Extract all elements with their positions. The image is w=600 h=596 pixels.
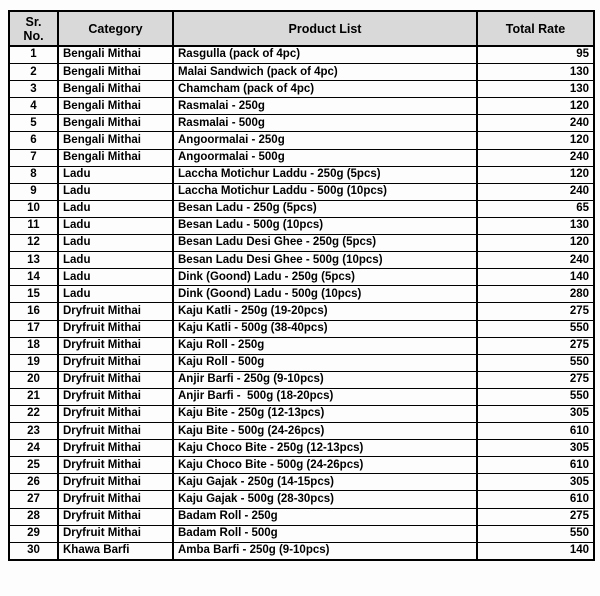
table-row	[9, 286, 594, 303]
cell-sr-no: 11	[9, 217, 58, 234]
cell-product: Kaju Roll - 500g	[173, 354, 477, 371]
cell-sr-no: 1	[9, 46, 58, 64]
cell-product: Angoormalai - 250g	[173, 132, 477, 149]
cell-category: Ladu	[58, 235, 173, 252]
cell-category: Bengali Mithai	[58, 149, 173, 166]
cell-product: Kaju Bite - 250g (12-13pcs)	[173, 405, 477, 422]
table-body	[9, 46, 594, 560]
cell-sr-no: 19	[9, 354, 58, 371]
cell-category: Bengali Mithai	[58, 64, 173, 81]
cell-sr-no: 10	[9, 200, 58, 217]
cell-product: Badam Roll - 250g	[173, 508, 477, 525]
cell-category: Bengali Mithai	[58, 98, 173, 115]
cell-category: Dryfruit Mithai	[58, 303, 173, 320]
cell-rate: 275	[477, 337, 594, 354]
cell-category: Dryfruit Mithai	[58, 388, 173, 405]
cell-product: Angoormalai - 500g	[173, 149, 477, 166]
header-total-rate: Total Rate	[477, 11, 594, 46]
cell-category: Dryfruit Mithai	[58, 508, 173, 525]
cell-product: Kaju Bite - 500g (24-26pcs)	[173, 423, 477, 440]
cell-product: Kaju Katli - 250g (19-20pcs)	[173, 303, 477, 320]
cell-rate: 130	[477, 64, 594, 81]
cell-product: Dink (Goond) Ladu - 250g (5pcs)	[173, 269, 477, 286]
cell-category: Bengali Mithai	[58, 132, 173, 149]
cell-sr-no: 22	[9, 405, 58, 422]
cell-rate: 130	[477, 81, 594, 98]
table-row	[9, 440, 594, 457]
table-row	[9, 525, 594, 542]
cell-category: Dryfruit Mithai	[58, 320, 173, 337]
cell-rate: 120	[477, 132, 594, 149]
table-row	[9, 149, 594, 166]
cell-category: Bengali Mithai	[58, 46, 173, 64]
cell-product: Kaju Gajak - 500g (28-30pcs)	[173, 491, 477, 508]
cell-product: Kaju Choco Bite - 500g (24-26pcs)	[173, 457, 477, 474]
table-row	[9, 235, 594, 252]
price-list-table	[8, 10, 595, 561]
cell-category: Dryfruit Mithai	[58, 354, 173, 371]
cell-product: Laccha Motichur Laddu - 250g (5pcs)	[173, 166, 477, 183]
cell-rate: 305	[477, 405, 594, 422]
cell-product: Kaju Gajak - 250g (14-15pcs)	[173, 474, 477, 491]
cell-sr-no: 16	[9, 303, 58, 320]
cell-sr-no: 27	[9, 491, 58, 508]
cell-category: Dryfruit Mithai	[58, 525, 173, 542]
cell-product: Kaju Katli - 500g (38-40pcs)	[173, 320, 477, 337]
cell-rate: 275	[477, 371, 594, 388]
cell-category: Bengali Mithai	[58, 115, 173, 132]
table-row	[9, 269, 594, 286]
cell-rate: 130	[477, 217, 594, 234]
cell-sr-no: 6	[9, 132, 58, 149]
cell-rate: 140	[477, 542, 594, 560]
table-row	[9, 166, 594, 183]
cell-sr-no: 5	[9, 115, 58, 132]
table-row	[9, 183, 594, 200]
header-sr-no: Sr. No.	[9, 11, 58, 46]
table-row	[9, 474, 594, 491]
table-row	[9, 542, 594, 560]
cell-category: Dryfruit Mithai	[58, 423, 173, 440]
cell-rate: 550	[477, 320, 594, 337]
table-row	[9, 405, 594, 422]
table-row	[9, 457, 594, 474]
cell-category: Ladu	[58, 269, 173, 286]
table-row	[9, 320, 594, 337]
cell-rate: 550	[477, 525, 594, 542]
cell-product: Anjir Barfi - 250g (9-10pcs)	[173, 371, 477, 388]
cell-category: Ladu	[58, 183, 173, 200]
cell-rate: 140	[477, 269, 594, 286]
cell-rate: 305	[477, 474, 594, 491]
cell-rate: 120	[477, 98, 594, 115]
table-row	[9, 132, 594, 149]
cell-product: Amba Barfi - 250g (9-10pcs)	[173, 542, 477, 560]
cell-product: Besan Ladu - 500g (10pcs)	[173, 217, 477, 234]
cell-category: Khawa Barfi	[58, 542, 173, 560]
cell-rate: 120	[477, 166, 594, 183]
cell-product: Rasgulla (pack of 4pc)	[173, 46, 477, 64]
cell-product: Besan Ladu Desi Ghee - 500g (10pcs)	[173, 252, 477, 269]
cell-category: Ladu	[58, 166, 173, 183]
cell-category: Ladu	[58, 200, 173, 217]
cell-sr-no: 21	[9, 388, 58, 405]
cell-rate: 65	[477, 200, 594, 217]
cell-category: Ladu	[58, 286, 173, 303]
cell-product: Besan Ladu - 250g (5pcs)	[173, 200, 477, 217]
cell-product: Malai Sandwich (pack of 4pc)	[173, 64, 477, 81]
table-row	[9, 337, 594, 354]
table-row	[9, 81, 594, 98]
table-row	[9, 46, 594, 64]
table-row	[9, 115, 594, 132]
cell-sr-no: 17	[9, 320, 58, 337]
cell-category: Dryfruit Mithai	[58, 440, 173, 457]
cell-product: Rasmalai - 500g	[173, 115, 477, 132]
table-row	[9, 303, 594, 320]
cell-sr-no: 3	[9, 81, 58, 98]
cell-sr-no: 25	[9, 457, 58, 474]
cell-sr-no: 7	[9, 149, 58, 166]
cell-category: Dryfruit Mithai	[58, 474, 173, 491]
table-row	[9, 98, 594, 115]
cell-sr-no: 18	[9, 337, 58, 354]
cell-rate: 610	[477, 423, 594, 440]
cell-category: Dryfruit Mithai	[58, 371, 173, 388]
table-row	[9, 217, 594, 234]
cell-category: Dryfruit Mithai	[58, 405, 173, 422]
cell-rate: 610	[477, 491, 594, 508]
cell-category: Ladu	[58, 252, 173, 269]
table-header	[9, 11, 594, 46]
cell-sr-no: 23	[9, 423, 58, 440]
cell-sr-no: 20	[9, 371, 58, 388]
table-row	[9, 371, 594, 388]
cell-sr-no: 30	[9, 542, 58, 560]
cell-rate: 120	[477, 235, 594, 252]
cell-rate: 280	[477, 286, 594, 303]
cell-product: Dink (Goond) Ladu - 500g (10pcs)	[173, 286, 477, 303]
cell-product: Besan Ladu Desi Ghee - 250g (5pcs)	[173, 235, 477, 252]
cell-sr-no: 14	[9, 269, 58, 286]
cell-product: Kaju Roll - 250g	[173, 337, 477, 354]
table-row	[9, 388, 594, 405]
cell-sr-no: 28	[9, 508, 58, 525]
cell-rate: 550	[477, 354, 594, 371]
cell-rate: 275	[477, 303, 594, 320]
cell-product: Chamcham (pack of 4pc)	[173, 81, 477, 98]
cell-category: Ladu	[58, 217, 173, 234]
cell-category: Bengali Mithai	[58, 81, 173, 98]
cell-sr-no: 9	[9, 183, 58, 200]
cell-sr-no: 12	[9, 235, 58, 252]
cell-rate: 95	[477, 46, 594, 64]
cell-product: Kaju Choco Bite - 250g (12-13pcs)	[173, 440, 477, 457]
cell-sr-no: 13	[9, 252, 58, 269]
cell-rate: 240	[477, 115, 594, 132]
table-row	[9, 200, 594, 217]
table-row	[9, 252, 594, 269]
cell-product: Badam Roll - 500g	[173, 525, 477, 542]
cell-sr-no: 29	[9, 525, 58, 542]
cell-product: Rasmalai - 250g	[173, 98, 477, 115]
table-row	[9, 423, 594, 440]
cell-sr-no: 8	[9, 166, 58, 183]
table-row	[9, 354, 594, 371]
cell-sr-no: 24	[9, 440, 58, 457]
cell-rate: 240	[477, 252, 594, 269]
cell-sr-no: 26	[9, 474, 58, 491]
cell-category: Dryfruit Mithai	[58, 491, 173, 508]
header-category: Category	[58, 11, 173, 46]
cell-category: Dryfruit Mithai	[58, 337, 173, 354]
header-row	[9, 11, 594, 46]
table-row	[9, 64, 594, 81]
cell-product: Laccha Motichur Laddu - 500g (10pcs)	[173, 183, 477, 200]
cell-sr-no: 4	[9, 98, 58, 115]
cell-sr-no: 15	[9, 286, 58, 303]
table-row	[9, 508, 594, 525]
cell-rate: 240	[477, 149, 594, 166]
cell-product: Anjir Barfi - 500g (18-20pcs)	[173, 388, 477, 405]
header-product: Product List	[173, 11, 477, 46]
cell-rate: 610	[477, 457, 594, 474]
cell-rate: 305	[477, 440, 594, 457]
cell-rate: 275	[477, 508, 594, 525]
cell-rate: 240	[477, 183, 594, 200]
cell-sr-no: 2	[9, 64, 58, 81]
cell-category: Dryfruit Mithai	[58, 457, 173, 474]
cell-rate: 550	[477, 388, 594, 405]
table-row	[9, 491, 594, 508]
